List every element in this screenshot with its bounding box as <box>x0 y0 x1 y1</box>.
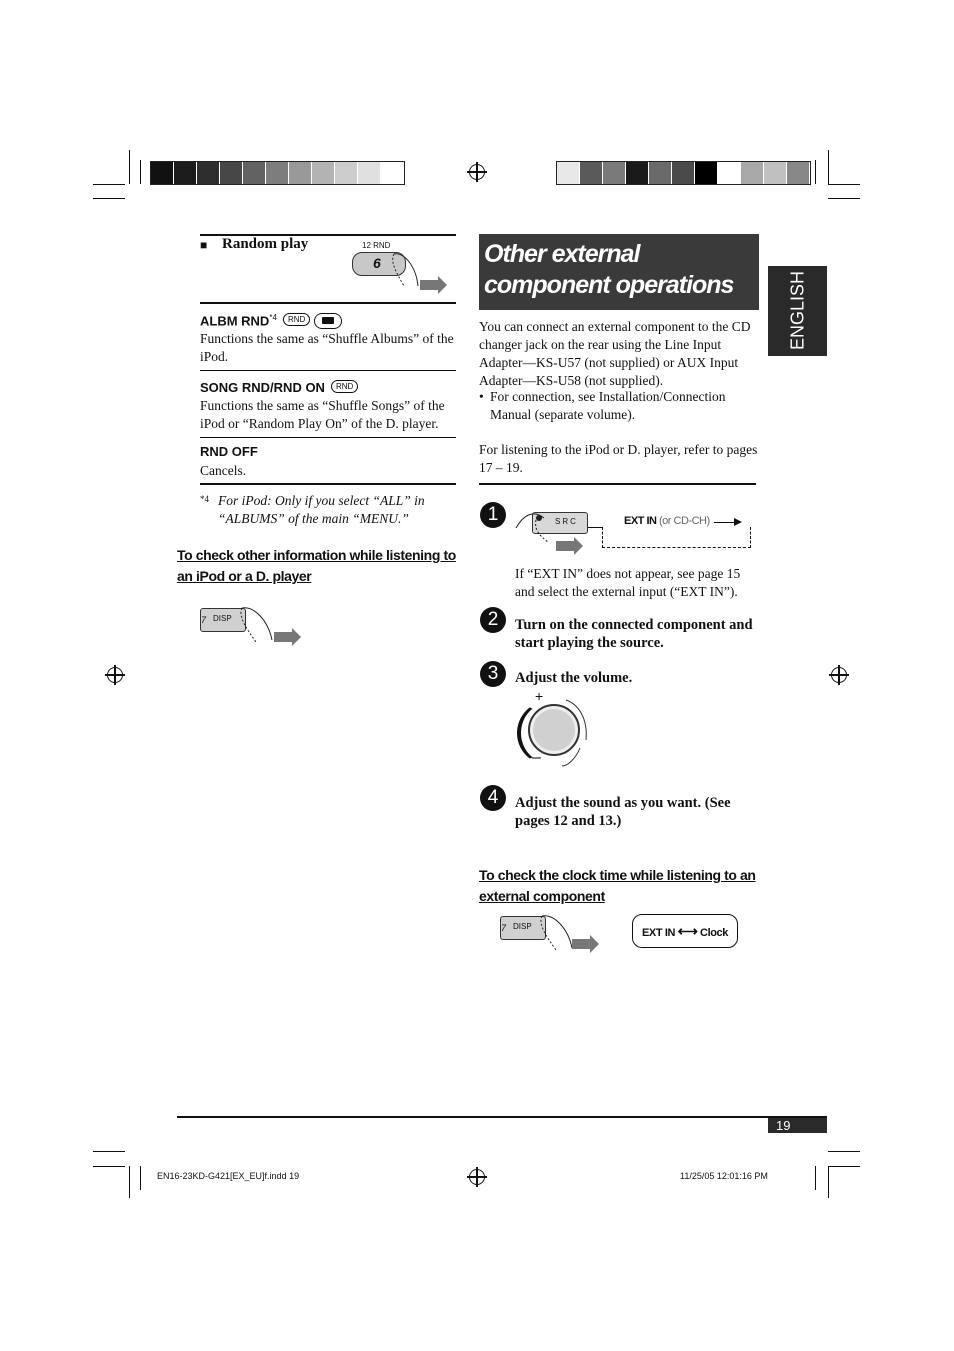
src-label: SRC <box>555 517 578 526</box>
footer-file: EN16-23KD-G421[EX_EU]f.indd 19 <box>157 1171 300 1181</box>
language-tab <box>768 266 827 356</box>
color-swatch <box>672 162 695 184</box>
color-swatch <box>626 162 649 184</box>
cycle-arrow-icon <box>734 518 742 526</box>
footnote-text: For iPod: Only if you select “ALL” in “ALBUMS” of the main “MENU.” <box>218 493 425 526</box>
crop-mark <box>140 160 141 184</box>
step-number: 4 <box>480 785 506 811</box>
press-arrow-icon <box>420 280 438 290</box>
rnd-button-number: 6 <box>373 255 381 271</box>
check-info-heading: To check other information while listening to an iPod or a D. player <box>177 547 456 584</box>
color-swatch <box>174 162 197 184</box>
color-swatch <box>718 162 741 184</box>
swap-arrow-icon: ⟷ <box>677 923 698 939</box>
crop-mark <box>828 1166 829 1198</box>
intro-bullet: For connection, see Installation/Connection Manual (separate volume). <box>490 389 726 422</box>
rule <box>200 302 456 304</box>
color-swatch <box>580 162 603 184</box>
clock-display-box <box>632 914 738 948</box>
color-swatch <box>557 162 580 184</box>
rnd-button-top-label: 12 RND <box>362 241 391 250</box>
color-bar-left <box>150 161 405 185</box>
color-swatch <box>243 162 266 184</box>
ext-in-text: EXT IN <box>624 515 657 527</box>
color-swatch <box>289 162 312 184</box>
random-play-title: Random play <box>222 236 309 252</box>
color-bar-right <box>556 161 811 185</box>
clock-heading: To check the clock time while listening to an external component <box>479 867 756 904</box>
disp-number: 7 <box>501 923 507 933</box>
footer-date: 11/25/05 12:01:16 PM <box>680 1171 768 1181</box>
rule <box>200 437 456 438</box>
crop-mark <box>828 198 860 199</box>
color-swatch <box>312 162 335 184</box>
crop-mark <box>93 184 125 185</box>
press-arrow-icon <box>556 541 574 551</box>
language-tab-label: ENGLISH <box>787 270 808 351</box>
color-swatch <box>220 162 243 184</box>
ipod-ref-text: For listening to the iPod or D. player, refer to pages 17 – 19. <box>479 442 758 475</box>
rule <box>200 483 456 485</box>
finger-press-icon <box>536 912 576 952</box>
color-swatch <box>649 162 672 184</box>
finger-press-icon <box>236 604 276 644</box>
step3-text: Adjust the volume. <box>515 670 633 686</box>
color-swatch <box>335 162 358 184</box>
ext-in-label <box>624 515 710 527</box>
step1-note: If “EXT IN” does not appear, see page 15 and select the external input (“EXT IN”). <box>515 566 741 599</box>
color-swatch <box>197 162 220 184</box>
page-title: Other external component operations <box>484 240 734 299</box>
step4-text: Adjust the sound as you want. (See pages 12 and 13.) <box>515 795 731 829</box>
crop-mark <box>815 160 816 184</box>
albm-rnd-sup: *4 <box>269 313 277 322</box>
crop-mark <box>815 1166 816 1190</box>
crop-mark <box>93 198 125 199</box>
step-number: 3 <box>480 661 506 687</box>
color-swatch <box>358 162 381 184</box>
color-swatch <box>741 162 764 184</box>
crop-mark <box>140 1166 141 1190</box>
footnote-mark: *4 <box>200 494 209 504</box>
crop-mark <box>129 150 130 184</box>
volume-plus: + <box>535 688 544 704</box>
song-rnd-label: SONG RND/RND ON <box>200 380 325 395</box>
random-play-bullet: ■ <box>200 238 208 252</box>
step-number: 1 <box>480 502 506 528</box>
finger-press-icon <box>514 506 564 546</box>
albm-rnd-desc: Functions the same as “Shuffle Albums” of the iPod. <box>200 331 454 364</box>
footer-rule <box>177 1116 827 1118</box>
crop-mark <box>828 184 860 185</box>
cd-ch-text: (or CD-CH) <box>659 515 710 527</box>
page-number-box <box>768 1118 827 1133</box>
registration-mark <box>831 667 847 683</box>
color-swatch <box>381 162 404 184</box>
clock-ext-in: EXT IN <box>641 927 676 939</box>
step2-text: Turn on the connected component and start playing the source. <box>515 617 753 651</box>
page-number: 19 <box>776 1118 791 1133</box>
rnd-off-label: RND OFF <box>200 444 258 459</box>
crop-mark <box>93 1166 125 1167</box>
color-swatch <box>695 162 718 184</box>
volume-minus: – <box>532 749 541 766</box>
cycle-line <box>714 522 734 523</box>
rule <box>200 370 456 371</box>
rnd-badge: RND <box>331 380 358 393</box>
crop-mark <box>129 1166 130 1198</box>
color-swatch <box>603 162 626 184</box>
crop-mark <box>828 1151 860 1152</box>
rule <box>479 483 756 485</box>
disp-number: 7 <box>201 615 207 625</box>
disp-label: DISP <box>213 614 232 623</box>
registration-mark <box>469 164 485 180</box>
crop-mark <box>828 150 829 184</box>
color-swatch <box>266 162 289 184</box>
rnd-off-desc: Cancels. <box>200 463 247 478</box>
intro-text: You can connect an external component to the CD changer jack on the rear using the Line Input Adapter—KS-U57 (not supplied) or AUX Input Adapter—KS-U58 (not supplied). <box>479 319 751 388</box>
rnd-badge: RND <box>283 313 310 326</box>
crop-mark <box>93 1151 125 1152</box>
cycle-bracket-left <box>588 527 602 528</box>
intro-bullet-dot: • <box>479 389 484 404</box>
clock-label: Clock <box>700 927 728 939</box>
color-swatch <box>787 162 810 184</box>
color-swatch <box>764 162 787 184</box>
step-number: 2 <box>480 607 506 633</box>
title-block <box>479 234 759 310</box>
cycle-bracket <box>602 527 751 548</box>
registration-mark <box>107 667 123 683</box>
hand-icon <box>560 696 592 772</box>
press-arrow-icon <box>274 632 292 642</box>
albm-rnd-text: ALBM RND <box>200 313 270 329</box>
crop-mark <box>828 1166 860 1167</box>
registration-mark <box>469 1169 485 1185</box>
song-rnd-desc: Functions the same as “Shuffle Songs” of the iPod or “Random Play On” of the D. player. <box>200 398 445 431</box>
albm-rnd-label <box>200 313 277 328</box>
folder-icon <box>314 313 342 329</box>
finger-press-icon <box>390 252 420 288</box>
color-swatch <box>151 162 174 184</box>
press-arrow-icon <box>572 939 590 949</box>
disp-label: DISP <box>513 922 532 931</box>
